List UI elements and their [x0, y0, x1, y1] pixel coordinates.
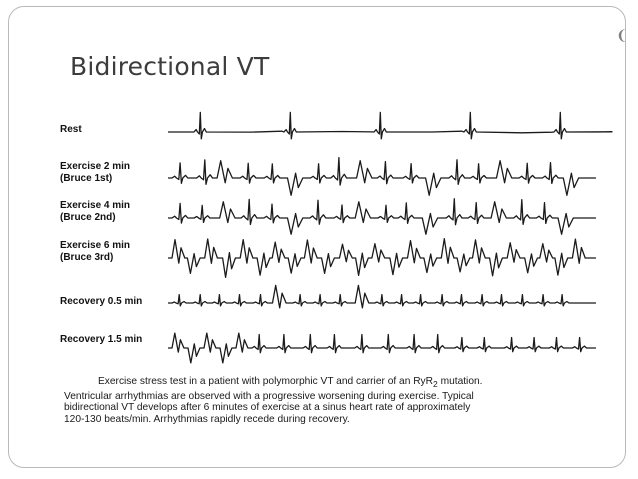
strip-label-line: (Bruce 3rd)	[60, 252, 114, 263]
ecg-trace-rest	[168, 112, 612, 138]
caption-line-3: bidirectional VT develops after 6 minutes of exercise at a sinus heart rate of approximately	[64, 402, 471, 414]
strip-label-line: (Bruce 2nd)	[60, 212, 116, 223]
caption-line-1: Exercise stress test in a patient with polymorphic VT and carrier of an RyR$_2$ mutation.	[98, 376, 483, 390]
slide-title: Bidirectional VT	[70, 52, 270, 81]
caption-line-4: 120-130 beats/min. Arrhythmias rapidly recede during recovery.	[64, 413, 350, 424]
figure-caption	[64, 376, 604, 424]
strip-label-line: Recovery 1.5 min	[60, 334, 143, 345]
ecg-trace-ex4	[168, 199, 596, 234]
strip-label-line: Recovery 0.5 min	[60, 296, 143, 307]
ecg-trace-ex6	[168, 239, 596, 278]
strip-label-line: Exercise 2 min	[60, 161, 131, 172]
strip-label-line: Exercise 6 min	[60, 240, 131, 251]
ecg-trace-rec05	[168, 285, 596, 308]
corner-bracket-icon: ❨	[616, 27, 628, 43]
ecg-trace-ex2	[168, 158, 596, 196]
strip-label-line: Rest	[60, 124, 82, 135]
caption-line-2: Ventricular arrhythmias are observed with a progressive worsening during exercise. Typical	[64, 390, 474, 402]
strip-label-line: (Bruce 1st)	[60, 173, 113, 184]
ecg-trace-rec15	[168, 333, 596, 363]
strip-label-line: Exercise 4 min	[60, 200, 131, 211]
